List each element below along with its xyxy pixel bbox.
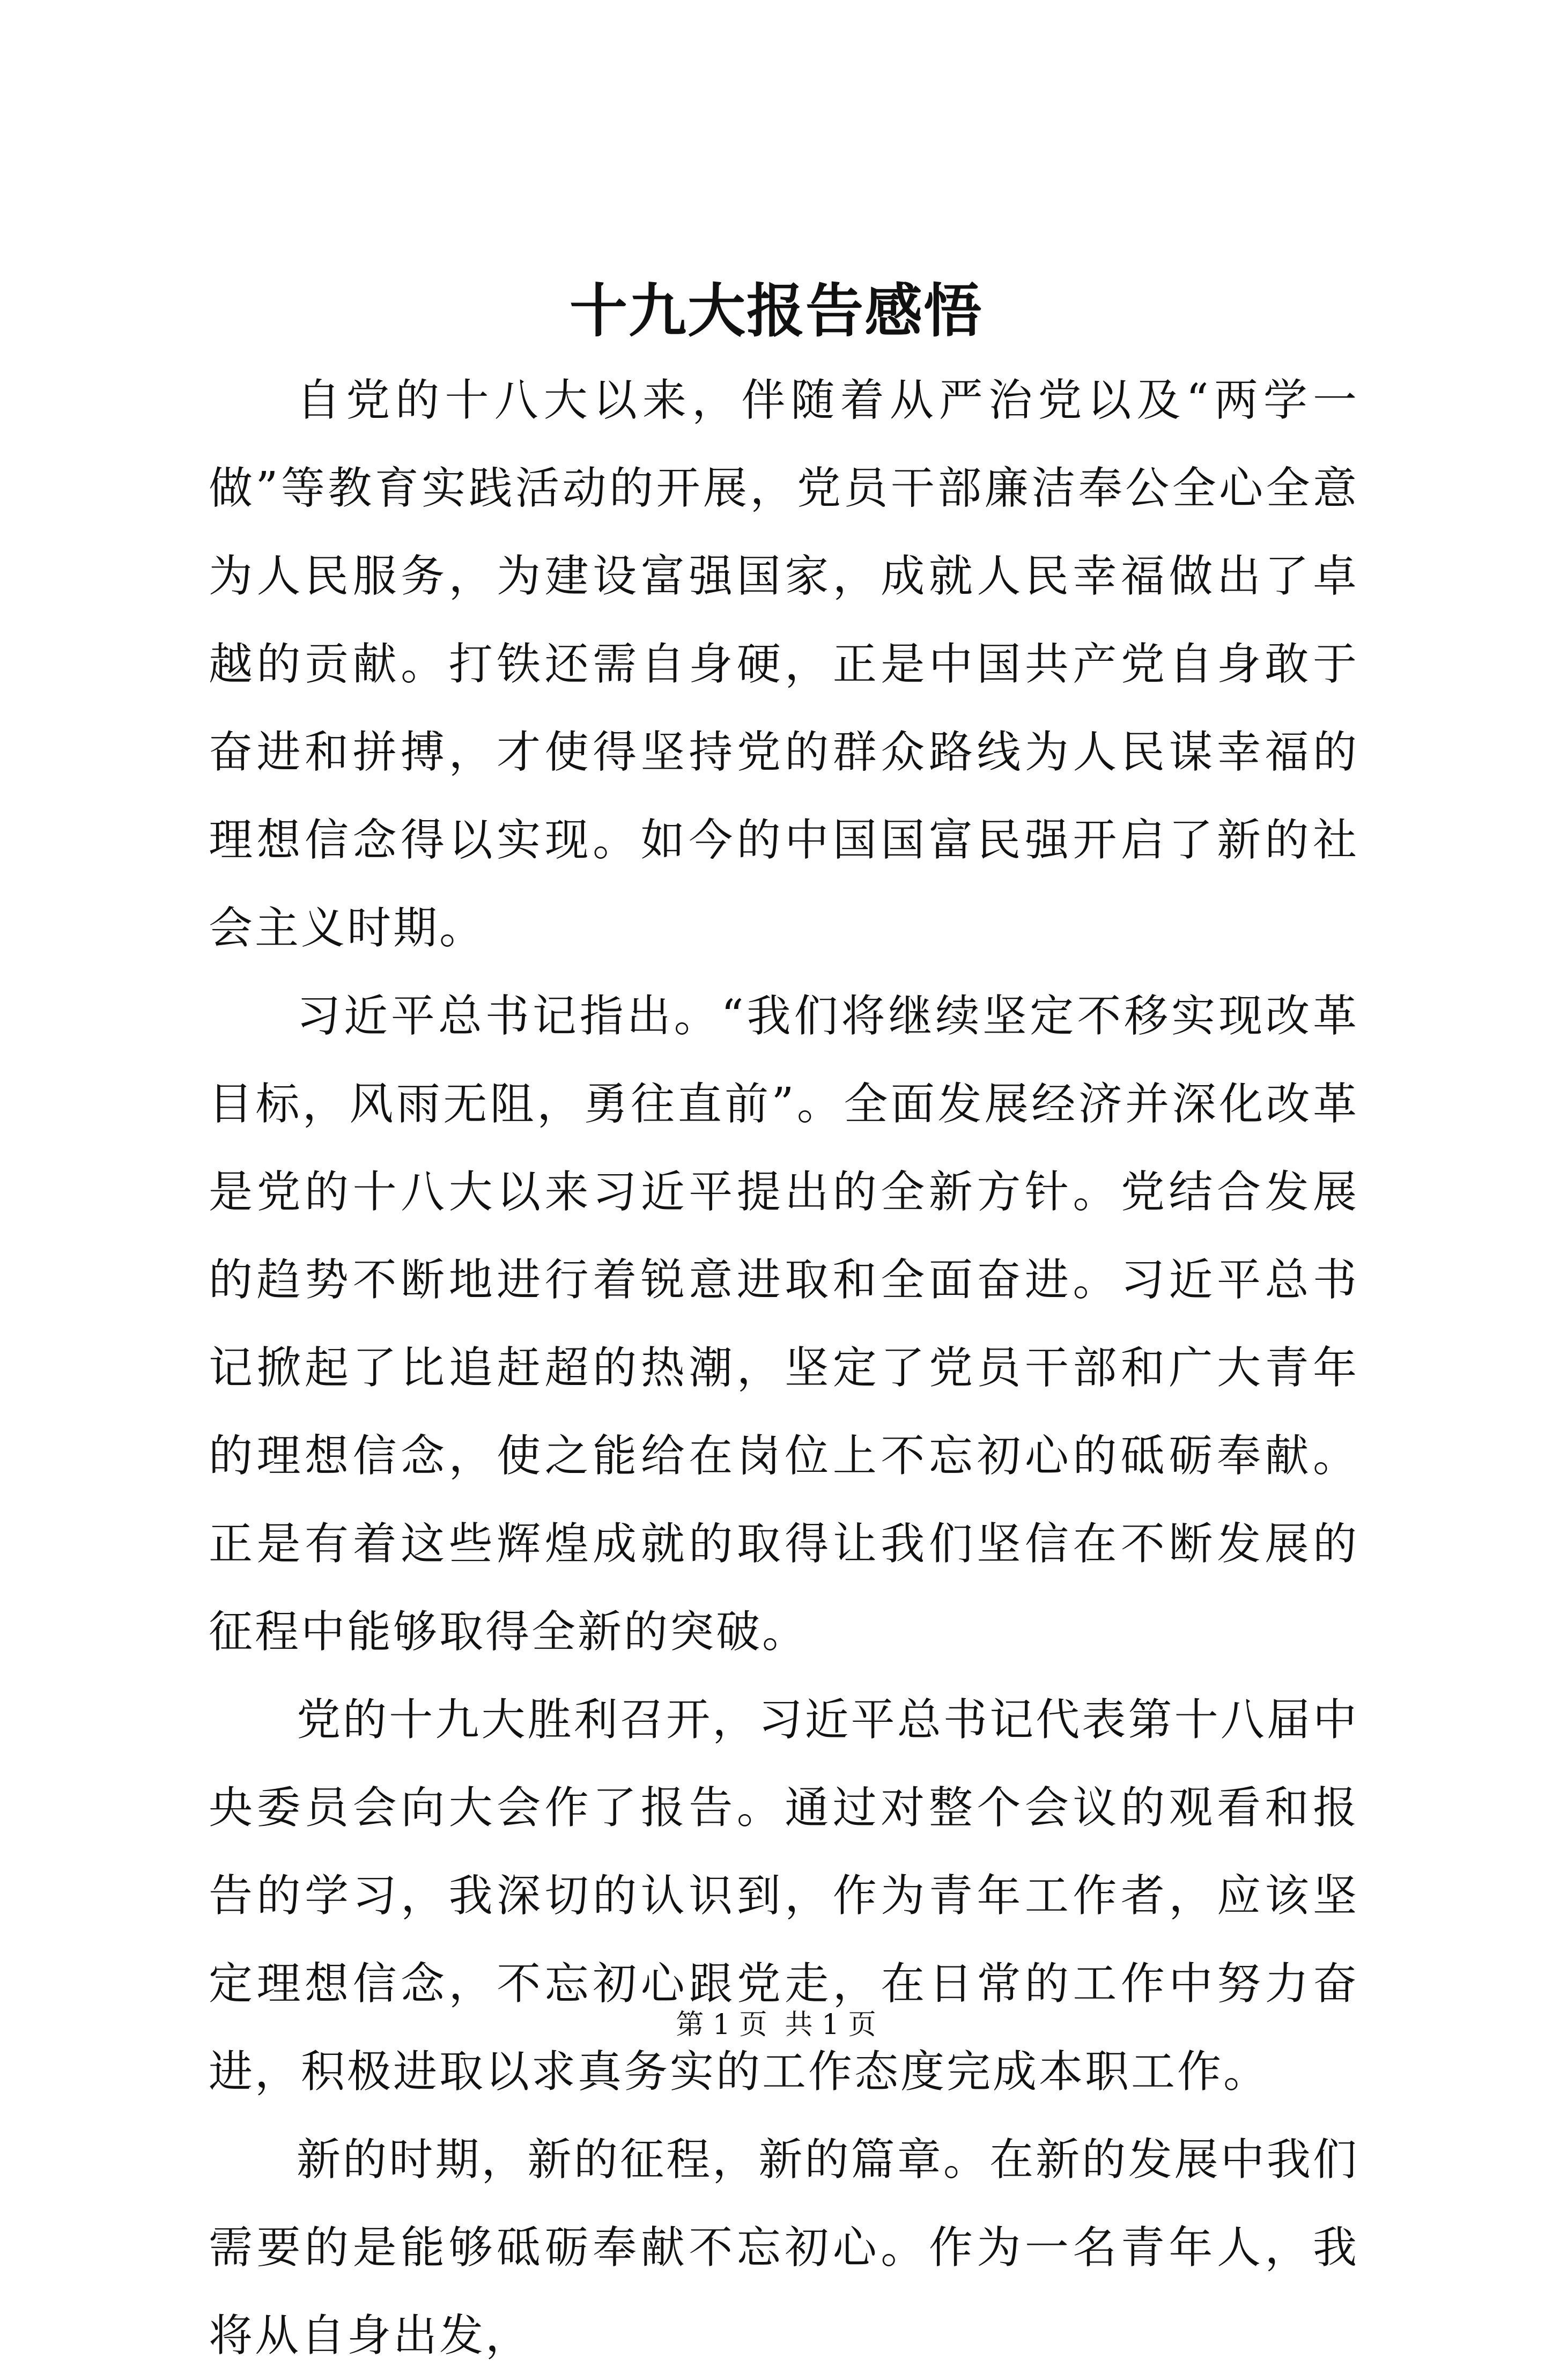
paragraph-3: 党的十九大胜利召开，习近平总书记代表第十八届中央委员会向大会作了报告。通过对整个会议的观看和报告的学习，我深切的认识到，作为青年工作者，应该坚定理想信念，不忘初心跟党走，在日常的工作中努力奋进，积极进取以求真务实的工作态度完成本职工作。	[209, 1694, 1359, 2097]
page-number-label: 第 1 页 共 1 页	[676, 2009, 876, 2041]
paragraph-4: 新的时期，新的征程，新的篇章。在新的发展中我们需要的是能够砥砺奉献不忘初心。作为一名青年人，我将从自身出发，	[209, 2134, 1359, 2361]
document-body	[209, 357, 1359, 2380]
document-title: 十九大报告感悟	[569, 277, 982, 345]
paragraph-1: 自党的十八大以来，伴随着从严治党以及“两学一做”等教育实践活动的开展，党员干部廉洁奉公全心全意为人民服务，为建设富强国家，成就人民幸福做出了卓越的贡献。打铁还需自身硬，正是中国共产党自身敢于奋进和拼搏，才使得坚持党的群众路线为人民谋幸福的理想信念得以实现。如今的中国国富民强开启了新的社会主义时期。	[209, 375, 1359, 954]
page-footer	[0, 2006, 1552, 2044]
paragraph-2: 习近平总书记指出。“我们将继续坚定不移实现改革目标，风雨无阻，勇往直前”。全面发展经济并深化改革是党的十八大以来习近平提出的全新方针。党结合发展的趋势不断地进行着锐意进取和全面奋进。习近平总书记掀起了比追赶超的热潮，坚定了党员干部和广大青年的理想信念，使之能给在岗位上不忘初心的砥砺奉献。正是有着这些辉煌成就的取得让我们坚信在不断发展的征程中能够取得全新的突破。	[209, 991, 1359, 1657]
